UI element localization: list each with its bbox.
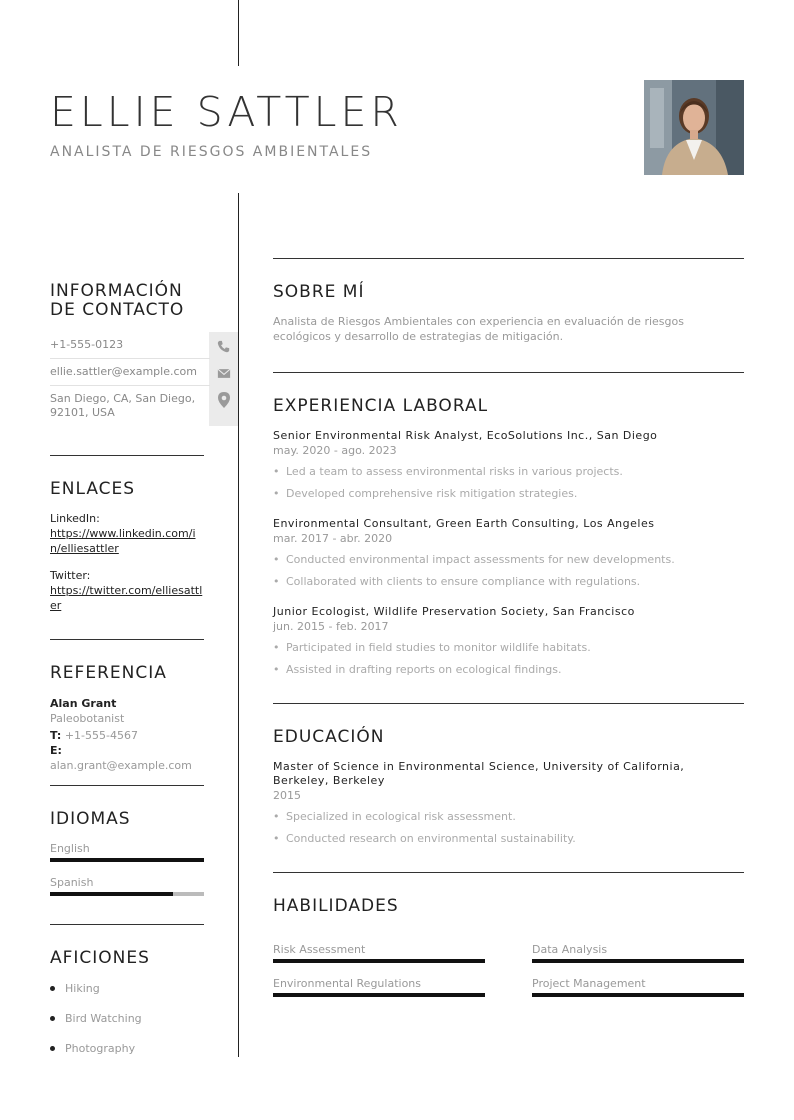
job-bullets [273, 549, 744, 593]
language-level-track [50, 858, 204, 862]
candidate-title: ANALISTA DE RIESGOS AMBIENTALES [50, 144, 373, 160]
section-divider [273, 703, 744, 704]
job-title: Environmental Consultant, Green Earth Consulting, Los Angeles [273, 517, 655, 530]
about-heading: SOBRE MÍ [273, 282, 365, 302]
language-item [50, 877, 204, 896]
reference-role: Paleobotanist [50, 712, 125, 725]
skill-item [273, 944, 485, 963]
bullet-dot [50, 1016, 55, 1021]
job-dates: mar. 2017 - abr. 2020 [273, 532, 393, 545]
experience-entry [273, 605, 744, 681]
skill-level-bar [273, 993, 485, 997]
reference-name: Alan Grant [50, 697, 117, 710]
experience-entry [273, 517, 744, 593]
profile-photo-image [644, 80, 744, 175]
reference-email-line [50, 743, 204, 773]
job-bullet: • Conducted environmental impact assessments for new developments. [273, 549, 744, 571]
language-name: Spanish [50, 876, 94, 889]
hobby-item [50, 982, 100, 995]
education-bullet: • Conducted research on environmental sustainability. [273, 828, 744, 850]
contact-heading: INFORMACIÓN DE CONTACTO [50, 281, 185, 320]
section-divider [50, 455, 204, 456]
experience-heading: EXPERIENCIA LABORAL [273, 396, 489, 416]
link-linkedin-label: LinkedIn: [50, 512, 100, 525]
job-bullet: • Developed comprehensive risk mitigation strategies. [273, 483, 744, 505]
link-twitter-url[interactable]: https://twitter.com/elliesattler [50, 584, 203, 612]
skill-name: Data Analysis [532, 943, 608, 956]
reference-email-label: E: [50, 744, 62, 757]
language-level-fill [50, 858, 204, 862]
link-linkedin [50, 512, 204, 556]
top-divider-line [238, 0, 239, 66]
hobby-item [50, 1042, 135, 1055]
job-dates: jun. 2015 - feb. 2017 [273, 620, 389, 633]
section-divider [50, 639, 204, 640]
hobby-label: Hiking [65, 982, 100, 995]
skill-name: Project Management [532, 977, 646, 990]
education-entry [273, 760, 744, 850]
skill-item [532, 978, 744, 997]
reference-phone-label: T: [50, 729, 62, 742]
link-twitter-label: Twitter: [50, 569, 91, 582]
hobbies-heading: AFICIONES [50, 948, 150, 968]
hobby-label: Bird Watching [65, 1012, 142, 1025]
education-year: 2015 [273, 789, 301, 802]
language-level-track [50, 892, 204, 896]
reference-phone[interactable]: +1-555-4567 [64, 729, 138, 742]
about-text: Analista de Riesgos Ambientales con experiencia en evaluación de riesgos ecológicos y desarrollo de estrategias de mitigación. [273, 315, 684, 343]
skill-name: Risk Assessment [273, 943, 366, 956]
reference-email[interactable]: alan.grant@example.com [50, 759, 192, 772]
hobby-label: Photography [65, 1042, 136, 1055]
section-divider [273, 258, 744, 259]
skill-level-bar [532, 959, 744, 963]
candidate-name: ELLIE SATTLER [50, 88, 403, 136]
skill-name: Environmental Regulations [273, 977, 422, 990]
section-divider [273, 372, 744, 373]
contact-phone[interactable]: +1-555-0123 [50, 338, 124, 351]
education-heading: EDUCACIÓN [273, 727, 385, 747]
education-degree: Master of Science in Environmental Science, University of California, Berkeley, Berkeley [273, 760, 685, 787]
experience-entry [273, 429, 744, 505]
contact-email[interactable]: ellie.sattler@example.com [50, 365, 197, 378]
job-bullets [273, 637, 744, 681]
column-divider-line [238, 193, 239, 1057]
reference-block [50, 696, 204, 773]
education-bullet: • Specialized in ecological risk assessment. [273, 806, 744, 828]
reference-phone-line [50, 728, 204, 743]
link-linkedin-url[interactable]: https://www.linkedin.com/in/elliesattler [50, 527, 196, 555]
contact-separator [50, 385, 210, 386]
job-bullet: • Assisted in drafting reports on ecological findings. [273, 659, 744, 681]
phone-icon [209, 336, 238, 356]
profile-photo [644, 80, 744, 175]
skill-level-bar [273, 959, 485, 963]
language-name: English [50, 842, 90, 855]
job-bullet: • Participated in field studies to monitor wildlife habitats. [273, 637, 744, 659]
languages-heading: IDIOMAS [50, 809, 131, 829]
links-heading: ENLACES [50, 479, 136, 499]
skill-item [532, 944, 744, 963]
contact-address: San Diego, CA, San Diego, 92101, USA [50, 392, 196, 419]
bullet-dot [50, 986, 55, 991]
skill-item [273, 978, 485, 997]
bullet-dot [50, 1046, 55, 1051]
contact-separator [50, 358, 210, 359]
job-bullet: • Led a team to assess environmental risks in various projects. [273, 461, 744, 483]
job-dates: may. 2020 - ago. 2023 [273, 444, 397, 457]
skills-heading: HABILIDADES [273, 896, 399, 916]
job-title: Junior Ecologist, Wildlife Preservation Society, San Francisco [273, 605, 635, 618]
reference-heading: REFERENCIA [50, 663, 167, 683]
language-level-fill [50, 892, 173, 896]
envelope-icon [209, 363, 238, 383]
location-pin-icon [209, 390, 238, 410]
skill-level-bar [532, 993, 744, 997]
link-twitter [50, 569, 204, 613]
section-divider [50, 924, 204, 925]
job-bullet: • Collaborated with clients to ensure compliance with regulations. [273, 571, 744, 593]
job-bullets [273, 461, 744, 505]
job-title: Senior Environmental Risk Analyst, EcoSolutions Inc., San Diego [273, 429, 658, 442]
section-divider [50, 785, 204, 786]
language-item [50, 843, 204, 862]
hobby-item [50, 1012, 142, 1025]
section-divider [273, 872, 744, 873]
education-bullets [273, 806, 744, 850]
